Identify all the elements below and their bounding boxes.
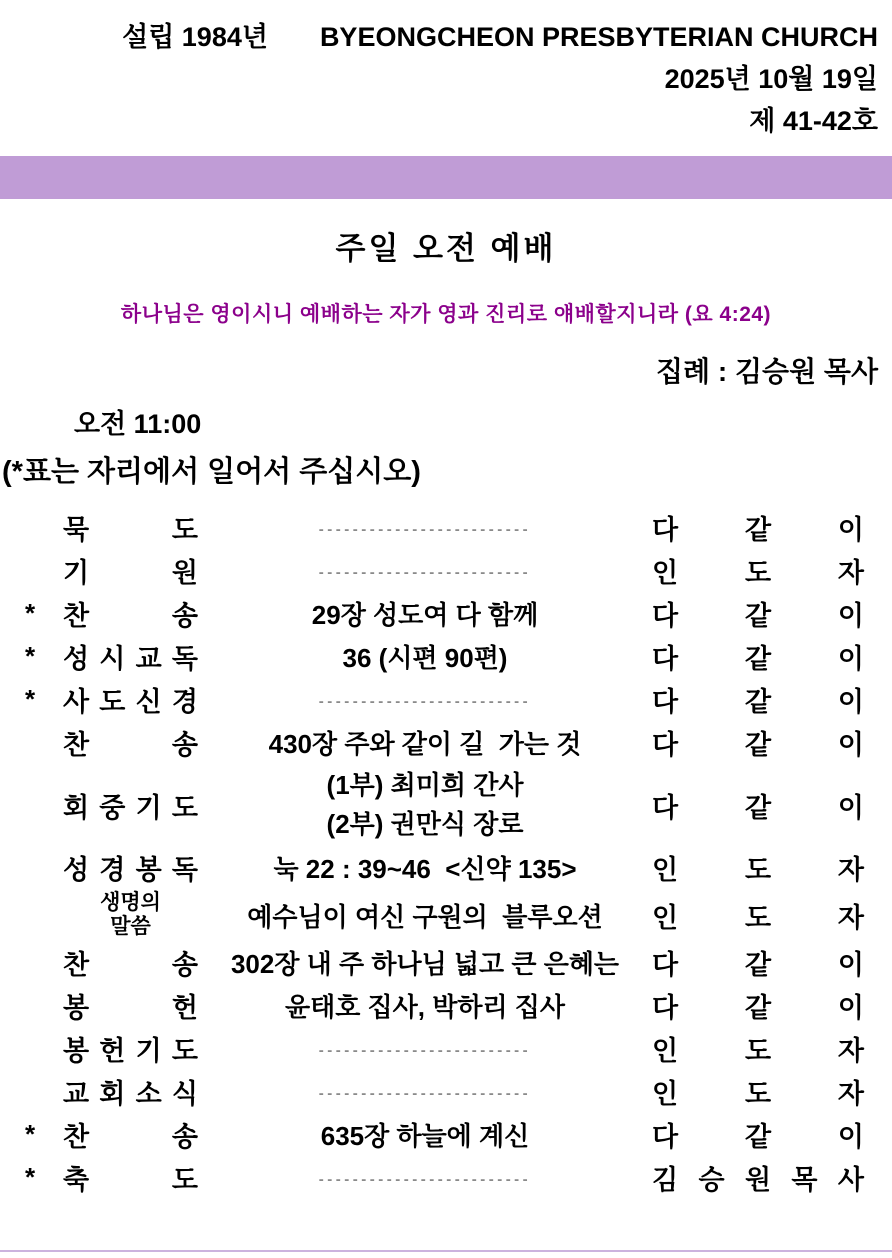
star-marker: * xyxy=(25,641,36,671)
order-leader: 다 같 이 xyxy=(652,950,864,981)
order-item-content: 눅 22 : 39~46 <신약 135> xyxy=(273,854,577,884)
dash-fill: ------------------------- xyxy=(318,1042,532,1060)
order-item-name: 찬 송 xyxy=(63,1122,198,1153)
dash-fill: ------------------------- xyxy=(318,521,532,538)
order-item-name: 기 원 xyxy=(63,558,198,588)
order-row xyxy=(25,637,892,676)
order-item-name: 봉 헌 기 도 xyxy=(63,1036,198,1067)
order-item-content xyxy=(198,1162,652,1193)
order-item-name: 찬 송 xyxy=(63,601,198,631)
dash-fill: ------------------------- xyxy=(318,1085,532,1103)
stand-note: (*표는 자리에서 일어서 주십시오) xyxy=(2,456,421,488)
order-leader: 인 도 자 xyxy=(652,558,864,588)
order-item-content: 36 (시편 90편) xyxy=(342,643,508,673)
order-item-content xyxy=(198,512,652,543)
order-leader: 다 같 이 xyxy=(652,730,864,760)
dash-fill: ------------------------- xyxy=(318,564,532,581)
order-item-name-line: 말씀 xyxy=(110,915,151,939)
order-row xyxy=(25,1158,892,1197)
order-leader: 다 같 이 xyxy=(652,644,864,674)
officiant-label: 집례 : 김승원 목사 xyxy=(656,356,878,387)
order-leader: 인 도 자 xyxy=(652,855,864,885)
order-item-content-line: (1부) 최미희 간사 xyxy=(326,770,524,800)
order-item-content xyxy=(198,1076,652,1107)
star-marker: * xyxy=(25,1119,36,1150)
order-item-name: 봉 헌 xyxy=(63,993,198,1024)
order-item-content: 302장 내 주 하나님 넓고 큰 은혜는 xyxy=(230,949,620,980)
star-marker: * xyxy=(25,1162,36,1193)
star-marker: * xyxy=(25,598,36,628)
order-row xyxy=(25,766,892,844)
issue-number: 제 41-42호 xyxy=(749,106,878,136)
order-item-content xyxy=(198,684,652,715)
order-row xyxy=(25,1115,892,1154)
order-row xyxy=(25,551,892,590)
order-item-name xyxy=(63,891,198,939)
order-leader: 다 같 이 xyxy=(652,1122,864,1153)
order-item-name: 사 도 신 경 xyxy=(63,687,198,717)
order-row xyxy=(25,1029,892,1068)
scripture-verse: 하나님은 영이시니 예배하는 자가 영과 진리로 얘배할지니라 (요 4:24) xyxy=(120,303,772,326)
order-item-name: 교 회 소 식 xyxy=(63,1079,198,1110)
footer-rule xyxy=(0,1250,892,1252)
bulletin-date: 2025년 10월 19일 xyxy=(664,64,878,94)
order-item-name: 성 시 교 독 xyxy=(63,644,198,674)
order-row xyxy=(25,943,892,982)
order-item-name-line: 생명의 xyxy=(100,891,161,914)
established-year: 설립 1984년 xyxy=(122,22,268,52)
order-leader: 다 같 이 xyxy=(652,601,864,631)
order-item-content xyxy=(198,555,652,586)
service-title: 주일 오전 예배 xyxy=(335,231,557,266)
order-item-name: 축 도 xyxy=(63,1165,198,1196)
order-row xyxy=(25,848,892,887)
order-row xyxy=(25,891,892,939)
dash-fill: ------------------------- xyxy=(318,693,532,710)
order-item-content: 윤태호 집사, 박하리 집사 xyxy=(284,992,566,1023)
order-row xyxy=(25,680,892,719)
order-item-content xyxy=(198,1033,652,1064)
church-name-english: BYEONGCHEON PRESBYTERIAN CHURCH xyxy=(319,22,878,52)
order-item-content-line: (2부) 권만식 장로 xyxy=(326,809,524,839)
order-leader: 다 같 이 xyxy=(652,792,864,823)
order-leader: 인 도 자 xyxy=(652,1036,864,1067)
order-item-name: 묵 도 xyxy=(63,515,198,545)
order-row xyxy=(25,1072,892,1111)
worship-order-list xyxy=(0,508,892,1197)
order-item-name: 성 경 봉 독 xyxy=(63,855,198,885)
order-leader: 다 같 이 xyxy=(652,515,864,545)
bulletin-header xyxy=(0,0,892,142)
order-item-content: 29장 성도여 다 함께 xyxy=(311,600,539,630)
star-marker: * xyxy=(25,684,36,714)
service-time: 오전 11:00 xyxy=(74,409,202,439)
order-leader: 김 승 원 목 사 xyxy=(652,1165,864,1196)
purple-banner xyxy=(0,156,892,199)
order-item-content: 430장 주와 같이 길 가는 것 xyxy=(268,729,582,759)
order-row xyxy=(25,594,892,633)
order-row xyxy=(25,723,892,762)
dash-fill: ------------------------- xyxy=(318,1171,532,1189)
header-line-1 xyxy=(0,16,878,58)
order-item-content: 예수님이 여신 구원의 블루오션 xyxy=(247,901,603,932)
order-item-name: 찬 송 xyxy=(63,950,198,981)
order-leader: 다 같 이 xyxy=(652,687,864,717)
order-item-name: 찬 송 xyxy=(63,730,198,760)
order-leader: 인 도 자 xyxy=(652,902,864,933)
order-row xyxy=(25,508,892,547)
order-row xyxy=(25,986,892,1025)
order-item-content xyxy=(198,766,652,844)
order-item-name: 회 중 기 도 xyxy=(63,792,198,823)
order-leader: 다 같 이 xyxy=(652,993,864,1024)
order-item-content: 635장 하늘에 계신 xyxy=(320,1121,530,1152)
order-leader: 인 도 자 xyxy=(652,1079,864,1110)
